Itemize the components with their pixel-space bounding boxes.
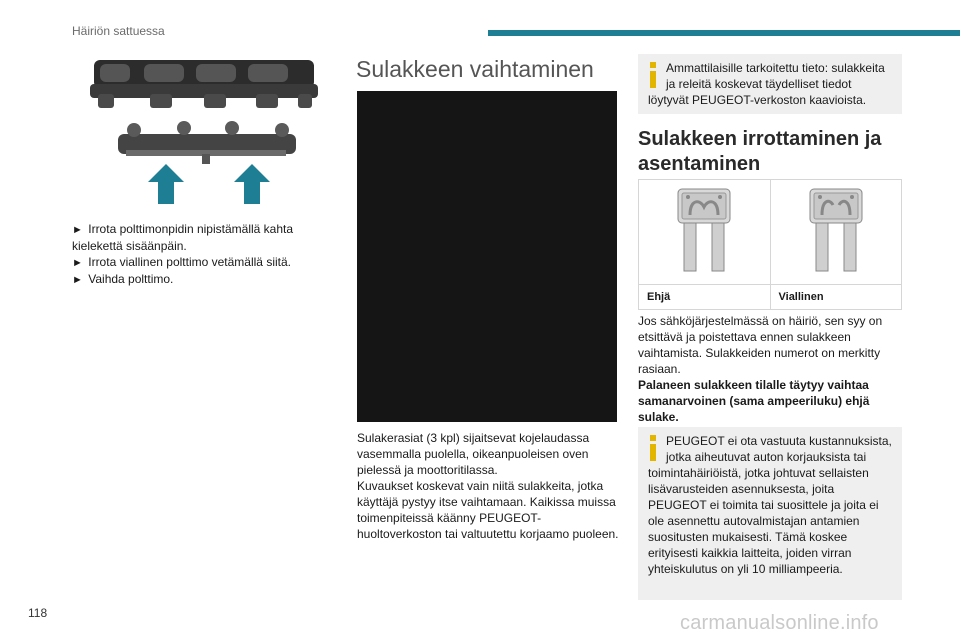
info-text: PEUGEOT ei ota vastuuta kustannuksista, jotka aiheutuvat auton korjauksista tai toimintahäiriöistä, jotka johtuvat sellaisten lisävarusteiden asennuksesta, joita PEUGEOT ei toimita tai suosittele ja joita ei ole asennettu autovalmistajan antamien suositusten mukaisesti. Tämä koskee erityisesti kaikkia laitteita, joiden virran yhteiskulutus on yli 10 milliampeeria. (648, 434, 892, 576)
step-text: Vaihda polttimo. (88, 272, 174, 286)
fuse-intact-icon (674, 185, 734, 275)
step-2 (72, 254, 312, 271)
step-text: Irrota viallinen polttimo vetämällä siitä. (88, 255, 291, 269)
bulb-replacement-steps (72, 221, 312, 288)
step-text: Irrota polttimonpidin nipistämällä kahta kielekettä sisäänpäin. (72, 222, 294, 253)
paragraph-user-fuses: Kuvaukset koskevat vain niitä sulakkeita, jotka käyttäjä pystyy itse vaihtamaan. Kaikissa muissa toimenpiteissä käänny PEUGEOT-huoltoverkoston tai valtuutettu korjaamo puoleen. (357, 479, 619, 541)
fuse-blown-cell (770, 180, 902, 285)
step-3 (72, 271, 312, 288)
step-marker: ► (72, 257, 83, 269)
step-1 (72, 221, 312, 254)
fuse-blown-icon (806, 185, 866, 275)
fuse-instructions-text (638, 313, 902, 425)
fuse-box-location-image (357, 91, 617, 422)
info-box-liability (638, 427, 902, 600)
paragraph-fault-cause: Jos sähköjärjestelmässä on häiriö, sen syy on etsittävä ja poistettava ennen sulakkeen vaihtamista. Sulakkeiden numerot on merkitty rasiaan. (638, 314, 883, 376)
bulb-holder-illustration (86, 54, 322, 206)
step-marker: ► (72, 274, 83, 286)
header-accent-bar (488, 30, 960, 36)
chapter-title: Häiriön sattuessa (72, 24, 165, 38)
info-text: Ammattilaisille tarkoitettu tieto: sulakkeita ja releitä koskevat täydelliset tiedot löytyvät PEUGEOT-verkoston kaavioista. (648, 61, 885, 107)
watermark: carmanualsonline.info (680, 612, 879, 634)
info-box-professional (638, 54, 902, 114)
section-title: Sulakkeen vaihtaminen (356, 56, 594, 82)
info-icon (648, 435, 658, 461)
paragraph-fuse-boxes: Sulakerasiat (3 kpl) sijaitsevat kojelaudassa vasemmalla puolella, oikeanpuoleisen oven pielessä ja moottoritilassa. (357, 431, 590, 477)
fuse-intact-cell (639, 180, 771, 285)
step-marker: ► (72, 224, 83, 236)
fuse-box-location-text (357, 430, 619, 542)
fuse-comparison-table (638, 179, 902, 310)
info-icon (648, 62, 658, 88)
fuse-blown-label: Viallinen (770, 285, 902, 310)
subsection-title: Sulakkeen irrottaminen ja asentaminen (638, 128, 882, 175)
paragraph-same-rating: Palaneen sulakkeen tilalle täytyy vaihtaa samanarvoinen (sama ampeeriluku) ehjä sulake. (638, 378, 870, 424)
page-number: 118 (28, 606, 48, 620)
fuse-intact-label: Ehjä (639, 285, 771, 310)
